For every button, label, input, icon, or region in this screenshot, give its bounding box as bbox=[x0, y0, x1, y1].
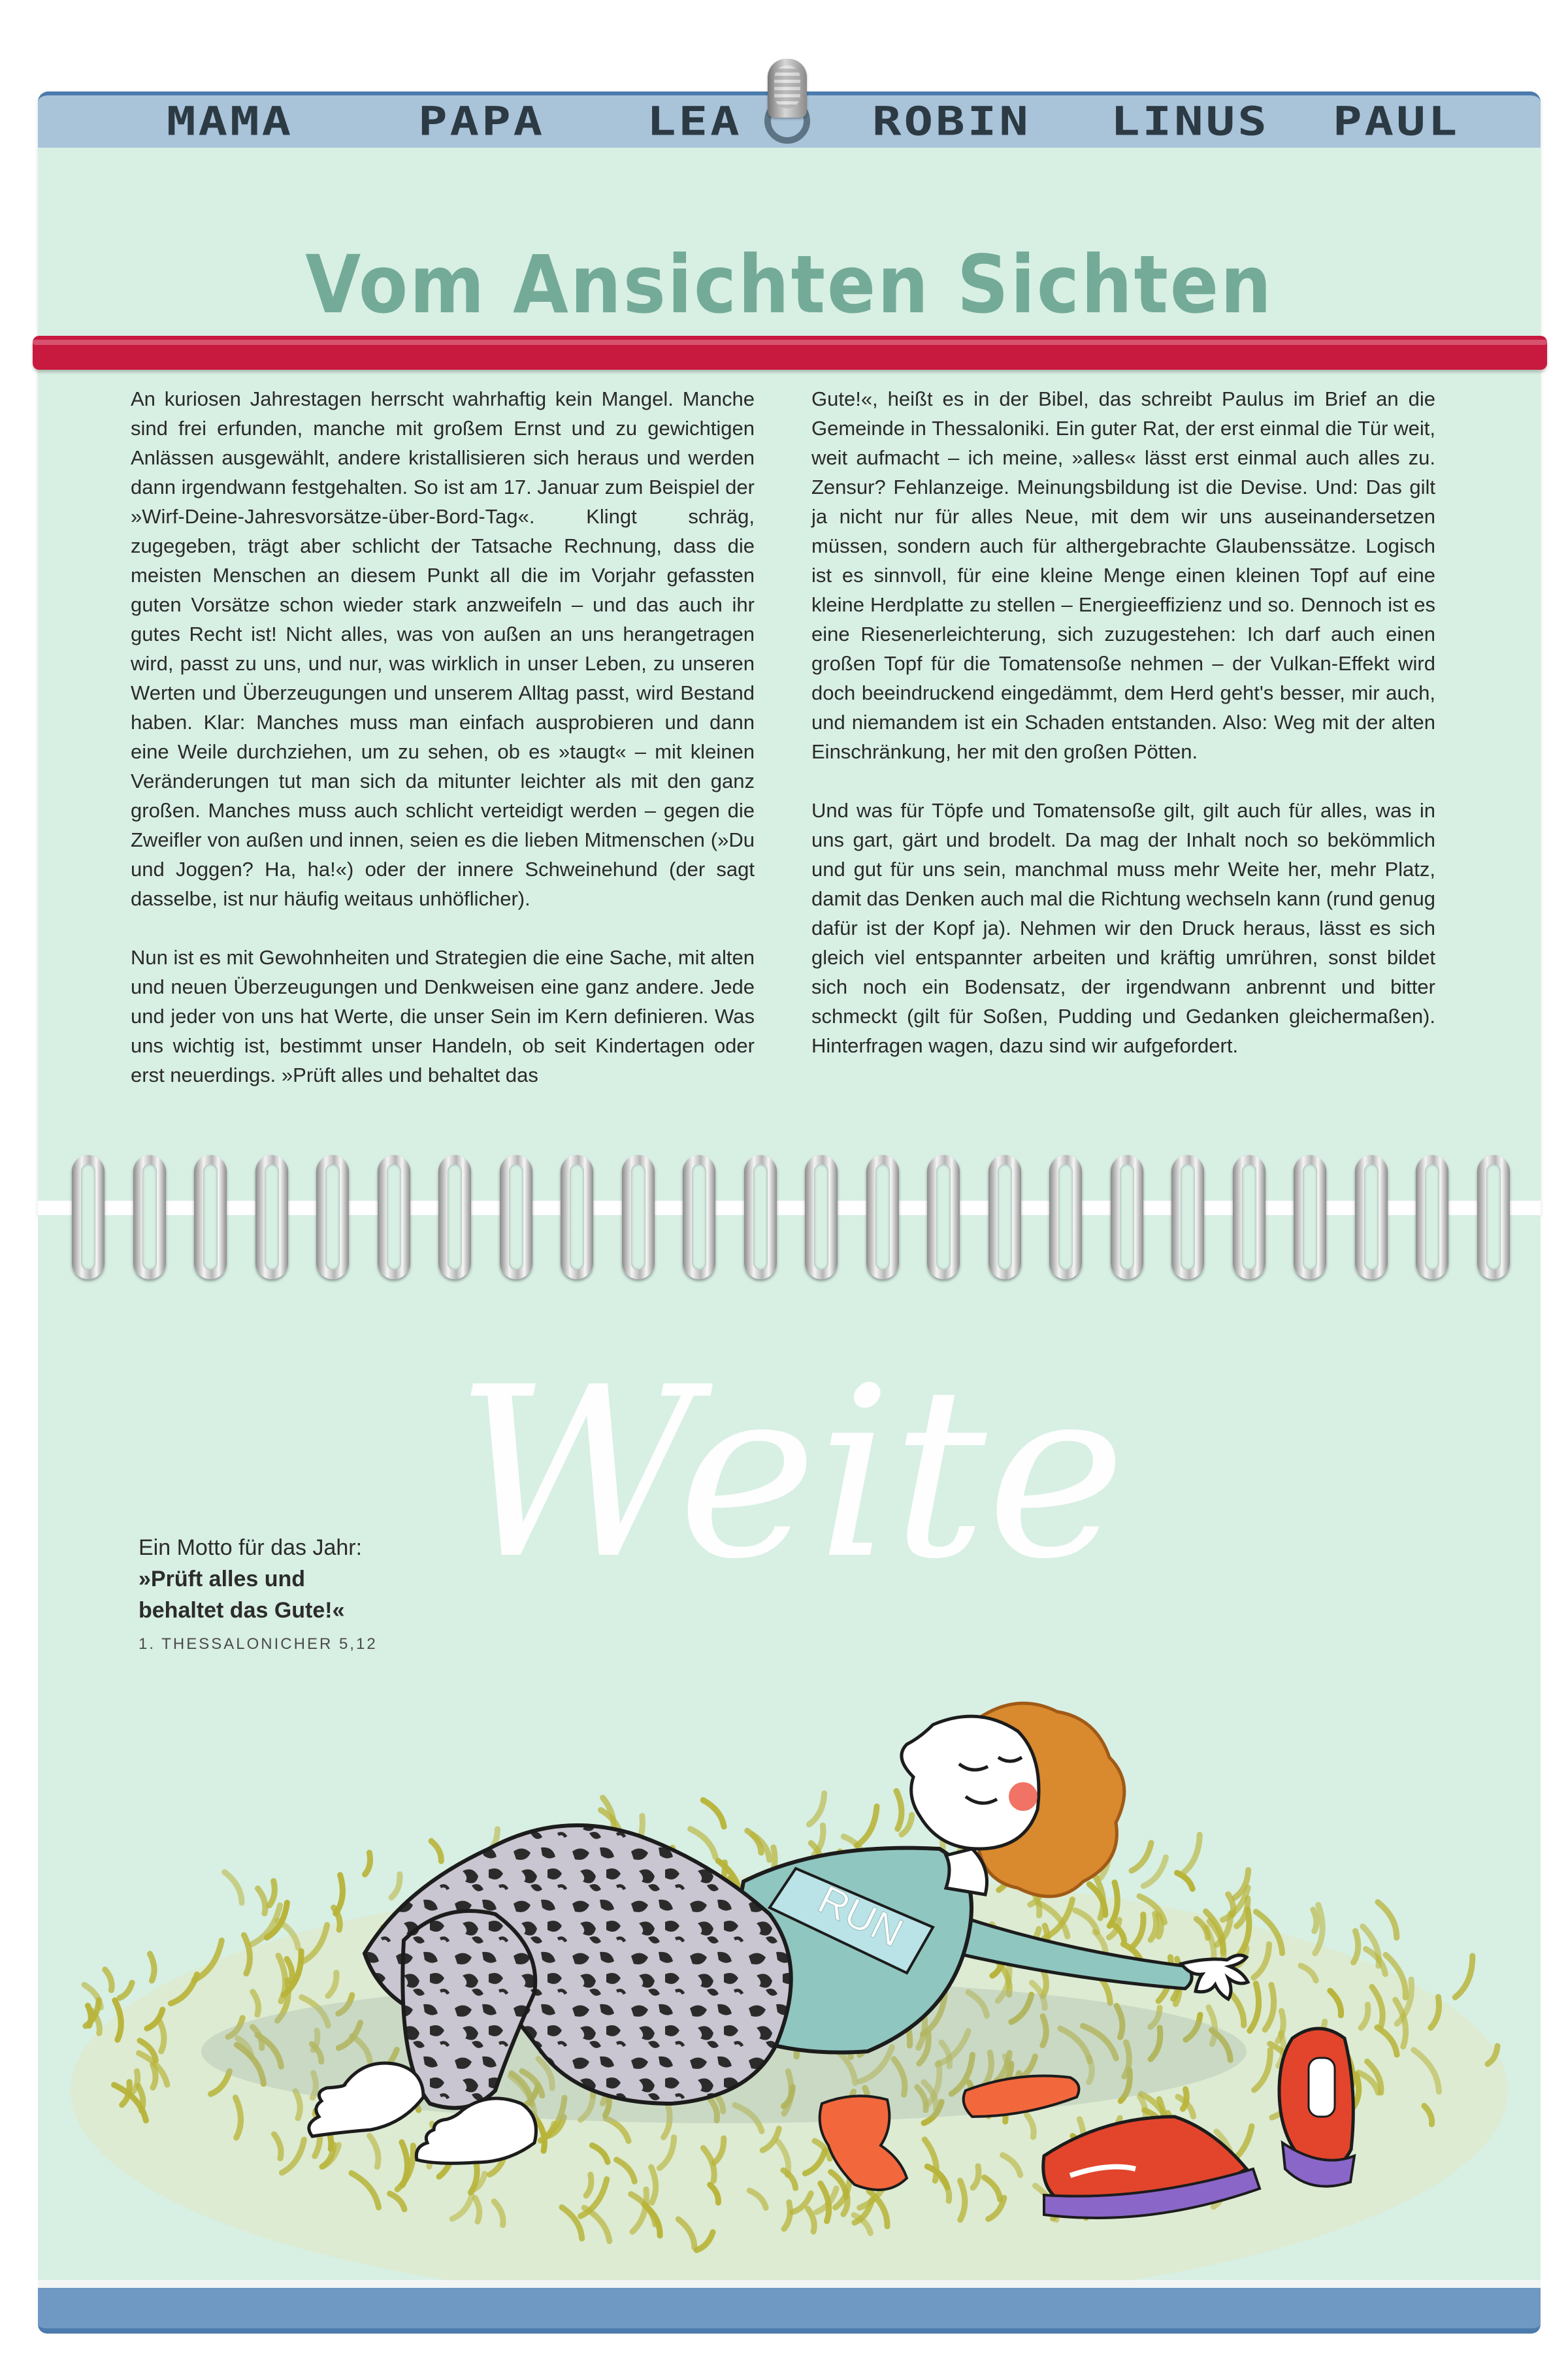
big-word-lettering bbox=[281, 1294, 1300, 1659]
spiral-coil bbox=[194, 1155, 227, 1279]
grass-blade bbox=[814, 1825, 823, 1855]
grass-blade bbox=[857, 1806, 877, 1846]
grass-blade bbox=[1143, 1857, 1166, 1886]
spiral-coil bbox=[500, 1155, 532, 1279]
spiral-binding bbox=[72, 1155, 1509, 1279]
spiral-coil bbox=[1111, 1155, 1143, 1279]
article-paragraph: An kuriosen Jahrestagen herrscht wahrhaftig kein Mangel. Manche sind frei erfunden, manche mit großem Ernst und zu gewichtigen Anlässen ausgewählt, andere kristallisieren sich heraus und werden dann irgendwann festgehalten. So ist am 17. Januar zum Beispiel der »Wirf-Deine-Jahresvorsätze-über-Bord-Tag«. Klingt schräg, zugegeben, trägt aber schlicht der Tatsache Rechnung, dass die meisten Menschen an diesem Punkt all die im Vorjahr gefassten guten Vorsätze schon wieder stark anzweifeln – und das auch ihr gutes Recht ist! Nicht alles, was von außen an uns herangetragen wird, passt zu uns, und nur, was wirklich in unser Leben, zu unseren Werten und Überzeugungen und unserem Alltag passt, wird Bestand haben. Klar: Manches muss man einfach ausprobieren und dann eine Weile durchziehen, um zu sehen, ob es »taugt« – mit kleinen Veränderungen tut man sich da mitunter leichter als mit den ganz großen. Manches muss auch schlicht verteidigt werden – gegen die Zweifler von außen und innen, seien es die lieben Mitmenschen (»Du und Joggen? Ha, ha!«) oder der innere Schweinehund (der sagt dasselbe, ist nur häufig weitaus unhöflicher). bbox=[131, 387, 755, 910]
grass-blade bbox=[365, 1853, 370, 1874]
grass-blade bbox=[258, 1889, 266, 1914]
article-paragraph: Nun ist es mit Gewohnheiten und Strategien die eine Sache, mit alten und neuen Überzeugungen und Denkweisen eine ganz andere. Jede und jeder von uns hat Werte, die unser Sein im Kern definieren. Was uns wichtig ist, bestimmt unser Handeln, ob seit Kindertagen oder erst neuerdings. »Prüft alles und behaltet das bbox=[131, 946, 755, 1086]
elastic-band bbox=[33, 336, 1547, 370]
spiral-coil bbox=[316, 1155, 349, 1279]
family-name-column-6: PAUL bbox=[1333, 98, 1460, 145]
spiral-coil bbox=[1355, 1155, 1388, 1279]
spiral-coil bbox=[1233, 1155, 1266, 1279]
shirt-run-lettering: RUN bbox=[811, 1877, 910, 1957]
grass-blade bbox=[1132, 1843, 1151, 1871]
page-title: Vom Ansichten Sichten bbox=[305, 238, 1273, 331]
grass-blade bbox=[703, 1800, 724, 1827]
article-paragraph: Gute!«, heißt es in der Bibel, das schreibt Paulus im Brief an die Gemeinde in Thessaloniki. Ein guter Rat, der erst einmal die Tür weit, weit aufmacht – ich meine, »alles« lässt erst einmal auch alles zu. Zensur? Fehlanzeige. Meinungsbildung ist die Devise. Und: Das gilt ja nicht nur für alles Neue, mit dem wir uns auseinandersetzen müssen, sondern auch für althergebrachte Glaubenssätze. Logisch ist es sinnvoll, für eine kleine Menge einen kleinen Topf auf eine kleine Herdplatte zu stellen – Energieeffizienz und so. Dennoch ist es eine Riesenerleichterung, sich zuzugestehen: Ich darf auch einen großen Topf für die Tomatensoße nehmen – der Vulkan-Effekt wird doch beeindruckend eingedämmt, dem Herd geht's besser, mir auch, und niemandem ist ein Schaden entstanden. Also: Weg mit der alten Einschränkung, her mit den großen Pötten. bbox=[811, 387, 1435, 763]
spiral-coil bbox=[744, 1155, 777, 1279]
grass-blade bbox=[896, 1791, 902, 1829]
spiral-coil bbox=[255, 1155, 288, 1279]
spiral-coil bbox=[1294, 1155, 1326, 1279]
grass-blade bbox=[1158, 1915, 1161, 1936]
grass-blade bbox=[691, 1829, 715, 1857]
grass-blade bbox=[120, 1983, 132, 1998]
bottom-bar bbox=[38, 2288, 1541, 2334]
grass-blade bbox=[1177, 1873, 1193, 1889]
spiral-coil bbox=[133, 1155, 166, 1279]
spiral-coil bbox=[683, 1155, 715, 1279]
spiral-coil bbox=[1171, 1155, 1204, 1279]
grass-blade bbox=[105, 1970, 112, 1991]
spiral-coil bbox=[1477, 1155, 1510, 1279]
grass-blade bbox=[1378, 1902, 1397, 1938]
family-name-column-3: LEA bbox=[647, 98, 742, 145]
motto-intro: Ein Motto für das Jahr: bbox=[139, 1535, 363, 1560]
spiral-coil bbox=[72, 1155, 105, 1279]
spiral-coil bbox=[438, 1155, 471, 1279]
grass-blade bbox=[225, 1872, 242, 1903]
spiral-coil bbox=[927, 1155, 960, 1279]
spiral-coil bbox=[1416, 1155, 1448, 1279]
article-column-right bbox=[811, 384, 1435, 1090]
grass-blade bbox=[269, 1881, 274, 1905]
article-paragraph: Und was für Töpfe und Tomatensoße gilt, gilt auch für alles, was in uns gart, gärt und brodelt. Da mag der Inhalt noch so bekömmlich und gut für uns sein, manchmal muss mehr Weite her, mehr Platz, damit das Denken auch mal die Richtung wechseln kann (rund genug dafür ist der Kopf ja). Nehmen wir den Druck heraus, lässt es sich gleich viel entspannter arbeiten und kräftig umrühren, sonst bildet sich noch ein Bodensatz, der irgendwann anbrennt und bitter schmeckt (gilt für Soßen, Pudding und Gedanken gleichermaßen). Hinterfragen wagen, dazu sind wir aufgefordert. bbox=[811, 799, 1435, 1057]
motto-quote-line-1: »Prüft alles und bbox=[139, 1567, 306, 1591]
spiral-coil bbox=[988, 1155, 1021, 1279]
family-name-column-1: MAMA bbox=[167, 98, 294, 145]
grass-blade bbox=[809, 1793, 824, 1825]
grass-blade bbox=[1354, 1931, 1358, 1963]
spiral-coil bbox=[561, 1155, 593, 1279]
spiral-coil bbox=[805, 1155, 838, 1279]
big-word-text: Weite bbox=[455, 1337, 1126, 1610]
family-name-column-4: ROBIN bbox=[872, 98, 1031, 145]
grass-blade bbox=[1455, 1956, 1473, 1997]
article-column-left bbox=[131, 384, 755, 1119]
family-name-column-2: PAPA bbox=[418, 98, 546, 145]
grass-blade bbox=[150, 1954, 155, 1981]
hanger-pin-icon bbox=[768, 59, 807, 118]
motto-quote-line-2: behaltet das Gute!« bbox=[139, 1598, 345, 1623]
grass-blade bbox=[153, 2065, 155, 2088]
grass-blade bbox=[1313, 1910, 1316, 1931]
grass-blade bbox=[391, 1874, 400, 1898]
grass-blade bbox=[1182, 1834, 1200, 1874]
family-name-column-5: LINUS bbox=[1111, 98, 1269, 145]
spiral-coil bbox=[622, 1155, 655, 1279]
spiral-coil bbox=[378, 1155, 410, 1279]
grass-blade bbox=[431, 1841, 441, 1861]
spiral-coil bbox=[866, 1155, 899, 1279]
motto-reference: 1. THESSALONICHER 5,12 bbox=[139, 1635, 378, 1653]
woman-in-grass-illustration bbox=[38, 1633, 1541, 2287]
spiral-coil bbox=[1049, 1155, 1082, 1279]
